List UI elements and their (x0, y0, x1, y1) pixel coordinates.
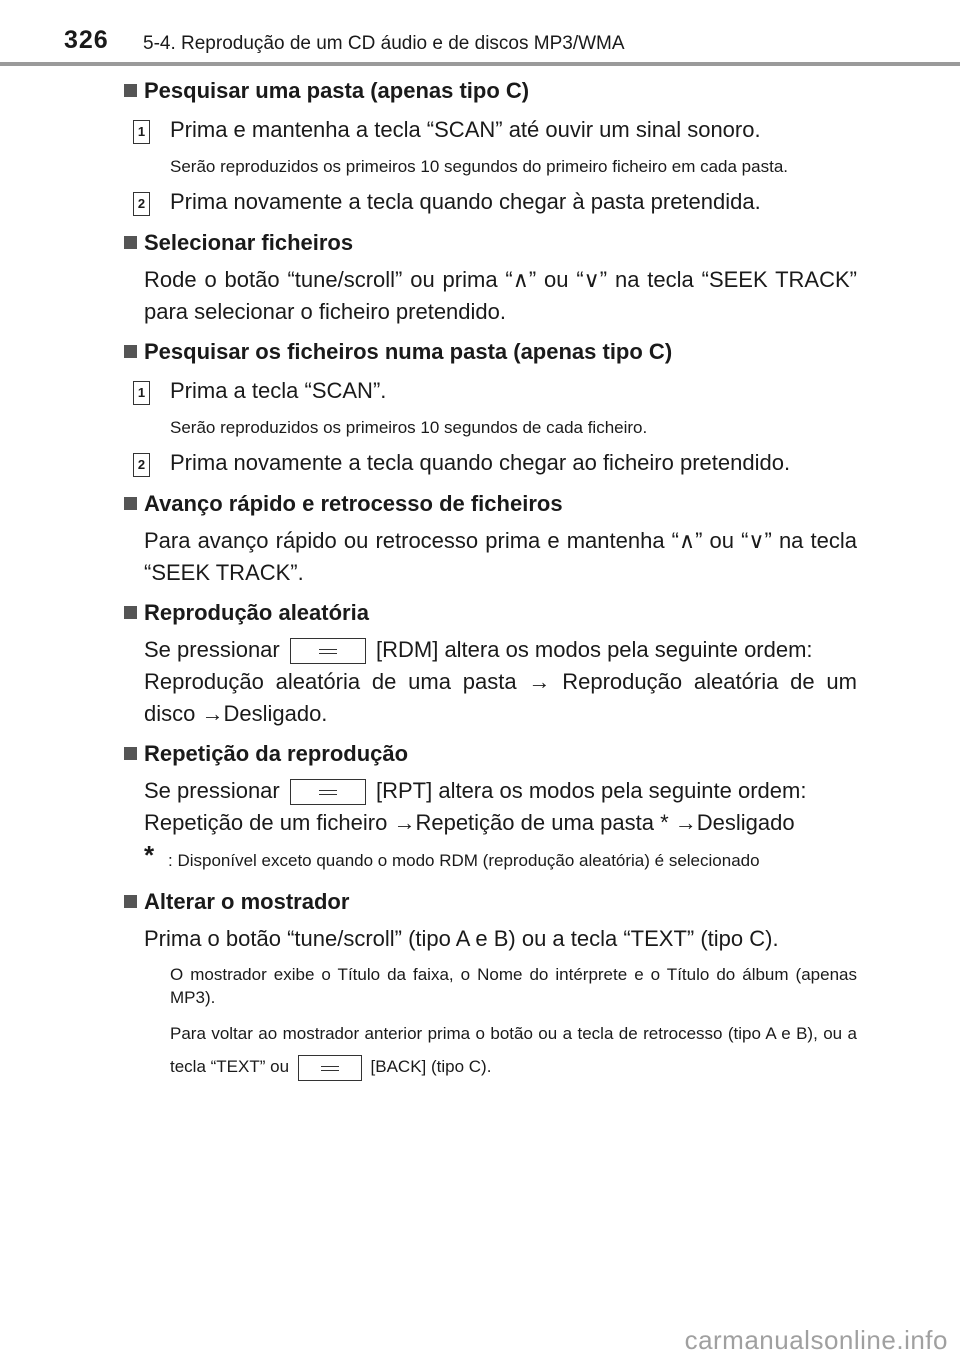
bullet-square-icon (124, 895, 137, 908)
bullet-square-icon (124, 236, 137, 249)
heading-search-folder: Pesquisar uma pasta (apenas tipo C) (122, 76, 857, 106)
paragraph: Se pressionar [RDM] altera os modos pela seguinte ordem: (122, 634, 857, 666)
bullet-square-icon (124, 747, 137, 760)
bullet-square-icon (124, 345, 137, 358)
heading-select-files: Selecionar ficheiros (122, 228, 857, 258)
footnote: * : Disponível exceto quando o modo RDM (reprodução aleatória) é selecionado (144, 840, 760, 870)
page-content (122, 76, 857, 1083)
step-number-badge: 2 (133, 192, 150, 216)
footnote-marker: * (144, 840, 155, 870)
step-1: 1 Prima a tecla “SCAN”. (122, 375, 857, 407)
step-number-badge: 1 (133, 120, 150, 144)
paragraph: Rode o botão “tune/scroll” ou prima “∧” ou “∨” na tecla “SEEK TRACK” para selecionar o ficheiro pretendido. (144, 267, 857, 324)
header-divider (0, 62, 960, 66)
paragraph: Reprodução aleatória de uma pasta → Reprodução aleatória de um disco →Desligado. (144, 669, 857, 726)
heading-fast-forward: Avanço rápido e retrocesso de ficheiros (122, 489, 857, 519)
paragraph: Para avanço rápido ou retrocesso prima e mantenha “∧” ou “∨” na tecla “SEEK TRACK”. (144, 528, 857, 585)
paragraph: Repetição de um ficheiro →Repetição de uma pasta * →Desligado (144, 810, 795, 835)
bullet-square-icon (124, 497, 137, 510)
step-2: 2 Prima novamente a tecla quando chegar ao ficheiro pretendido. (122, 447, 857, 479)
watermark: carmanualsonline.info (684, 1325, 948, 1355)
section-title: 5-4. Reprodução de um CD áudio e de discos MP3/WMA (143, 33, 625, 54)
step-1: 1 Prima e mantenha a tecla “SCAN” até ouvir um sinal sonoro. (122, 114, 857, 146)
heading-repeat-playback: Repetição da reprodução (122, 739, 857, 769)
bullet-square-icon (124, 84, 137, 97)
heading-change-display: Alterar o mostrador (122, 887, 857, 917)
page-number: 326 (64, 26, 109, 54)
display-note: O mostrador exibe o Título da faixa, o Nome do intérprete e o Título do álbum (apenas MP3). (170, 965, 857, 1007)
heading-search-files-folder: Pesquisar os ficheiros numa pasta (apenas tipo C) (122, 337, 857, 367)
heading-random-playback: Reprodução aleatória (122, 598, 857, 628)
display-note: Para voltar ao mostrador anterior prima o botão ou a tecla de retrocesso (tipo A e B), ou a tecla “TEXT” ou [BACK] (tipo C). (122, 1017, 857, 1083)
paragraph: Prima o botão “tune/scroll” (tipo A e B) ou a tecla “TEXT” (tipo C). (144, 926, 779, 951)
preset-button-icon (290, 638, 366, 664)
page-header (0, 0, 960, 66)
preset-button-icon (298, 1055, 362, 1081)
bullet-square-icon (124, 606, 137, 619)
step-number-badge: 1 (133, 381, 150, 405)
preset-button-icon (290, 779, 366, 805)
paragraph: Se pressionar [RPT] altera os modos pela seguinte ordem: (122, 775, 857, 807)
step-2: 2 Prima novamente a tecla quando chegar à pasta pretendida. (122, 186, 857, 218)
step-note: Serão reproduzidos os primeiros 10 segundos do primeiro ficheiro em cada pasta. (170, 157, 788, 176)
step-note: Serão reproduzidos os primeiros 10 segundos de cada ficheiro. (170, 418, 648, 437)
step-number-badge: 2 (133, 453, 150, 477)
